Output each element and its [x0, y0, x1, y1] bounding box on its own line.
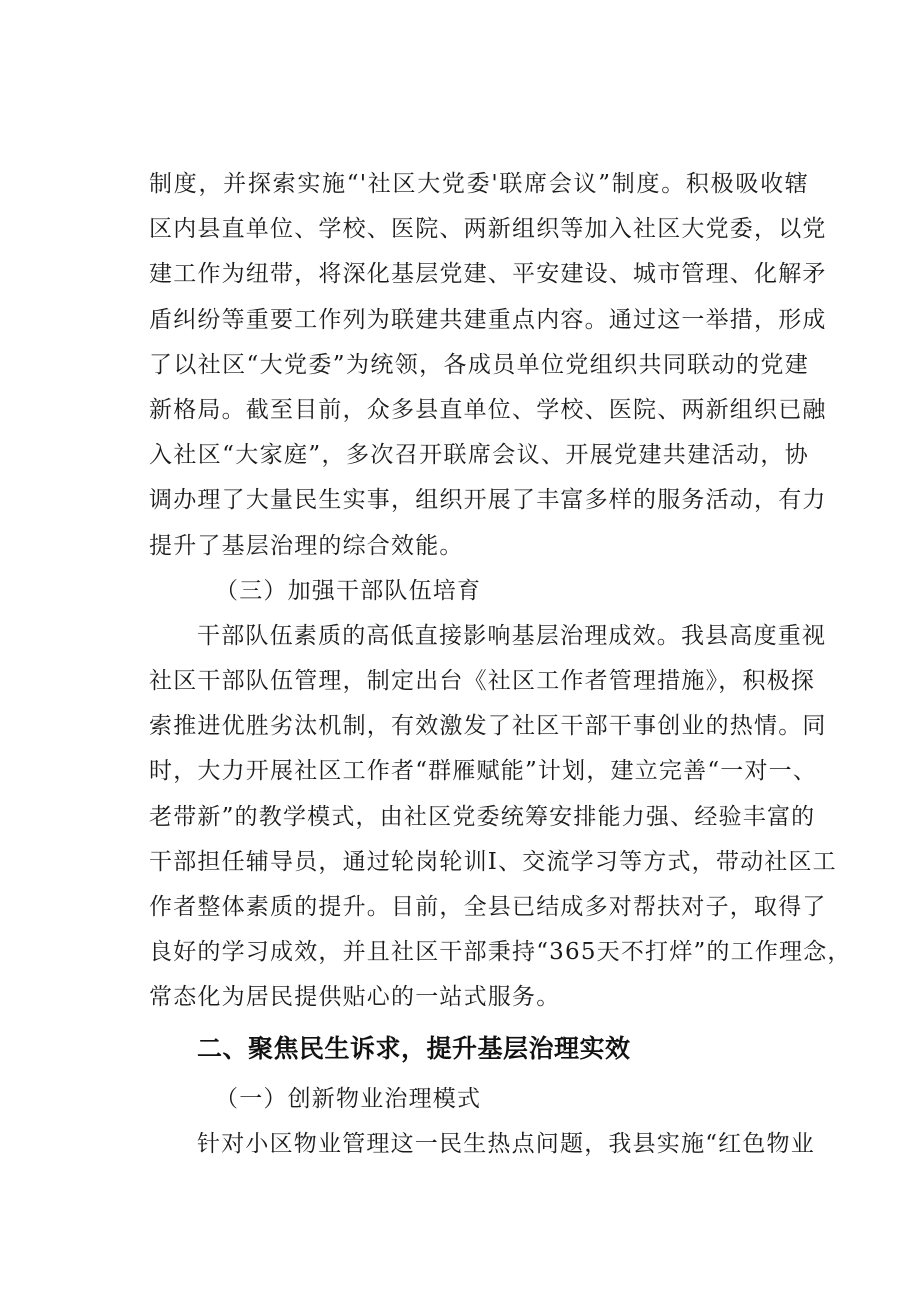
section-heading-livelihood: 二、聚焦民生诉求，提升基层治理实效 [197, 1033, 631, 1063]
paragraph-property-management [149, 1122, 815, 1167]
text-line: 建工作为纽带，将深化基层党建、平安建设、城市管理、化解矛 [149, 261, 827, 288]
text-line: 提升了基层治理的综合效能。 [149, 532, 464, 559]
subheading-property-management: （一）创新物业治理模式 [215, 1085, 482, 1112]
text-line: 调办理了大量民生实事，组织开展了丰富多样的服务活动，有力 [149, 487, 827, 514]
document-body [149, 162, 852, 1167]
paragraph-cadre-training [149, 614, 852, 1021]
text-line: 干部担任辅导员，通过轮岗轮训I、交流学习等方式，带动社区工 [149, 848, 837, 875]
text-line: 干部队伍素质的高低直接影响基层治理成效。我县高度重视 [197, 622, 827, 649]
paragraph-community-party-committee [149, 162, 827, 569]
text-line: 针对小区物业管理这一民生热点问题，我县实施“红色物业 [197, 1130, 815, 1157]
text-line: 新格局。截至目前，众多县直单位、学校、医院、两新组织已融 [149, 396, 827, 423]
subheading-cadre-training: （三）加强干部队伍培育 [215, 577, 482, 604]
text-line: 入社区“大家庭”，多次召开联席会议、开展党建共建活动，协 [149, 442, 809, 469]
text-line: 索推进优胜劣汰机制，有效激发了社区干部干事创业的热情。同 [149, 713, 827, 740]
text-line: 常态化为居民提供贴心的一站式服务。 [149, 984, 561, 1011]
text-line: 了以社区“大党委”为统领，各成员单位党组织共同联动的党建 [149, 351, 809, 378]
text-line: 盾纠纷等重要工作列为联建共建重点内容。通过这一举措，形成 [149, 306, 827, 333]
text-line: 良好的学习成效，并且社区干部秉持“365天不打烊”的工作理念， [149, 939, 852, 966]
text-line: 区内县直单位、学校、医院、两新组织等加入社区大党委，以党 [149, 216, 827, 243]
text-line: 作者整体素质的提升。目前，全县已结成多对帮扶对子，取得了 [149, 894, 827, 920]
text-line: 时，大力开展社区工作者“群雁赋能”计划，建立完善“一对一、 [149, 758, 818, 785]
text-line: 社区干部队伍管理，制定出台《社区工作者管理措施》，积极探 [149, 668, 816, 695]
text-line: 制度，并探索实施“'社区大党委'联席会议”制度。积极吸收辖 [149, 171, 809, 197]
text-line: 老带新”的教学模式，由社区党委统筹安排能力强、经验丰富的 [149, 803, 816, 830]
